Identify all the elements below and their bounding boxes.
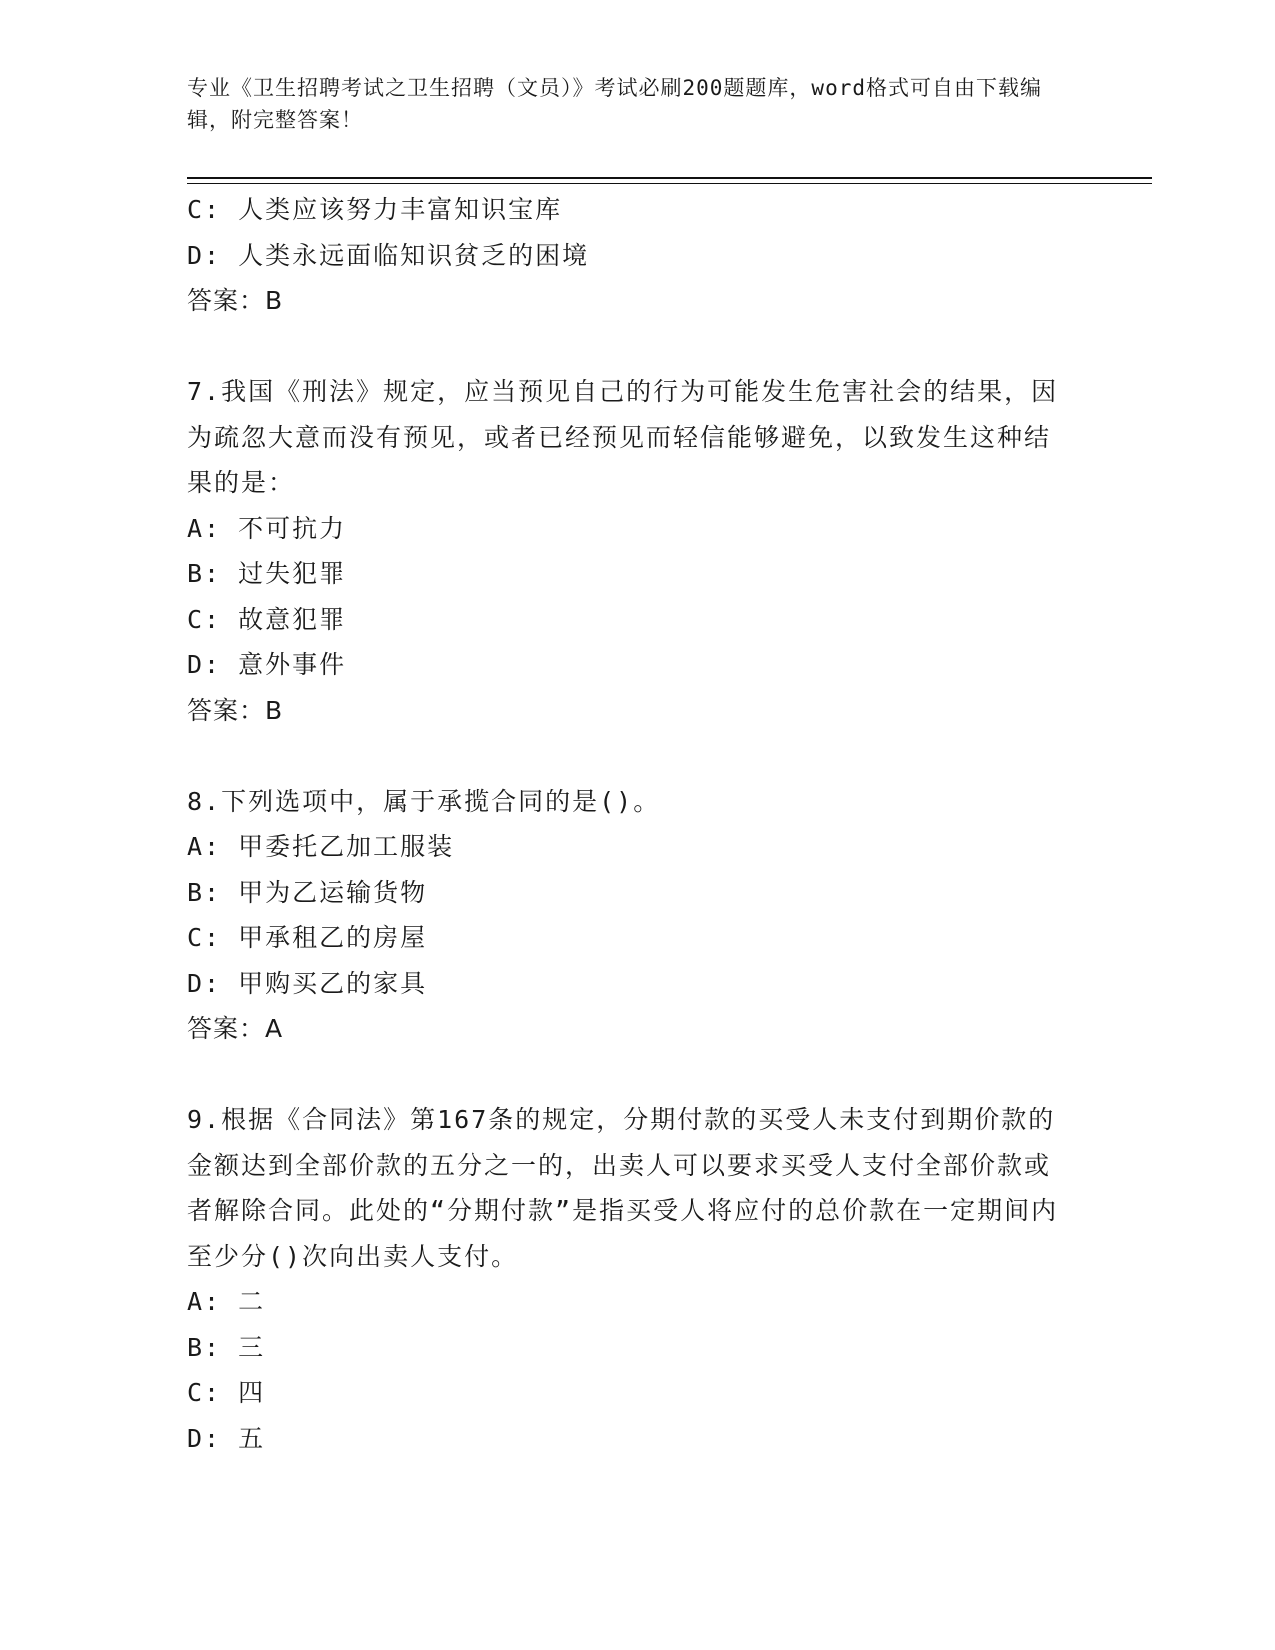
option-c: C: 甲承租乙的房屋	[187, 923, 428, 952]
option-b: B: 过失犯罪	[187, 559, 347, 588]
option-d: D: 五	[187, 1423, 266, 1453]
option-d: D: 甲购买乙的家具	[187, 968, 428, 998]
option-b: B: 三	[187, 1332, 266, 1362]
question-8	[187, 779, 1067, 1052]
option-d: D: 意外事件	[187, 650, 347, 679]
header-rule-thin	[187, 183, 1152, 184]
spacer	[187, 733, 1067, 779]
answer: 答案：B	[187, 286, 284, 315]
spacer	[187, 1052, 1067, 1098]
question-6-tail	[187, 187, 1067, 324]
answer: 答案：B	[187, 695, 284, 725]
question-content	[187, 187, 1067, 1461]
answer: 答案：A	[187, 1014, 284, 1043]
spacer	[187, 324, 1067, 370]
document-header: 专业《卫生招聘考试之卫生招聘（文员）》考试必刷200题题库，word格式可自由下载编辑，附完整答案！	[187, 76, 1042, 132]
option-a: A: 不可抗力	[187, 513, 347, 543]
option-c: C: 人类应该努力丰富知识宝库	[187, 195, 563, 224]
question-9	[187, 1097, 1067, 1461]
option-a: A: 二	[187, 1287, 266, 1316]
question-stem: 8.下列选项中，属于承揽合同的是()。	[187, 786, 661, 816]
question-stem: 7.我国《刑法》规定，应当预见自己的行为可能发生危害社会的结果，因为疏忽大意而没有预见，或者已经预见而轻信能够避免，以致发生这种结果的是：	[187, 377, 1059, 497]
header-rule-thick	[187, 177, 1152, 179]
question-7	[187, 369, 1067, 733]
question-stem: 9.根据《合同法》第167条的规定，分期付款的买受人未支付到期价款的金额达到全部价款的五分之一的，出卖人可以要求买受人支付全部价款或者解除合同。此处的“分期付款”是指买受人将应付的总价款在一定期间内至少分()次向出卖人支付。	[187, 1105, 1059, 1271]
option-b: B: 甲为乙运输货物	[187, 877, 428, 907]
option-c: C: 四	[187, 1378, 266, 1407]
option-d: D: 人类永远面临知识贫乏的困境	[187, 240, 590, 270]
option-c: C: 故意犯罪	[187, 604, 347, 634]
option-a: A: 甲委托乙加工服装	[187, 832, 455, 861]
